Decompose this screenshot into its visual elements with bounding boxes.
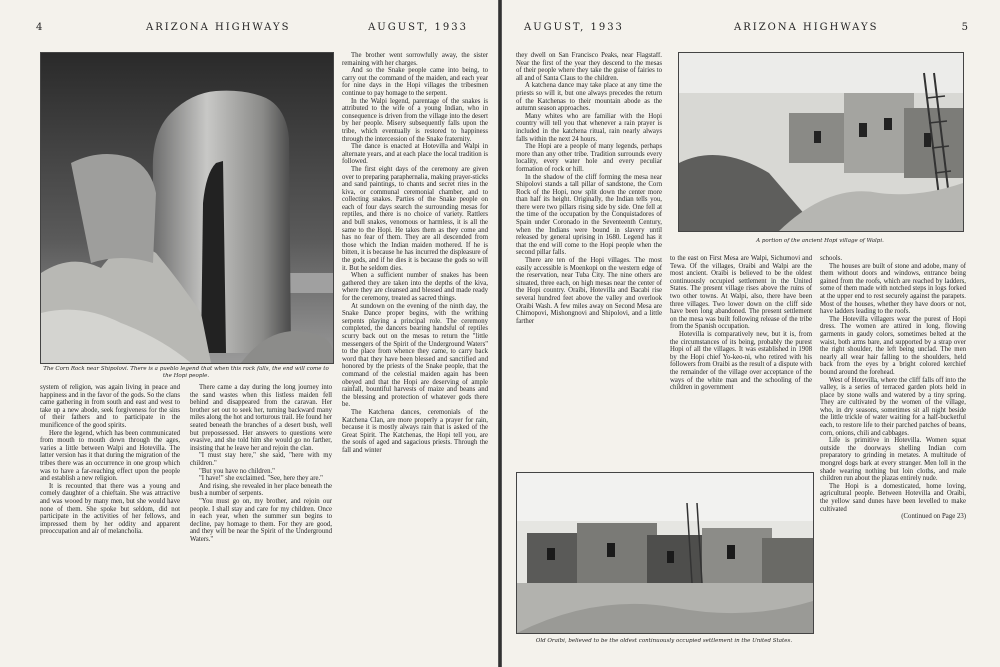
paragraph: The brother went sorrowfully away, the sister remaining with her charges. — [342, 52, 488, 67]
paragraph: The Katchena dances, ceremonials of the Katchena Clan, are more properly a prayer for rain, because it is mostly always rain that is asked of the Great Spirit. The Katchenas, the Hopi tell you, are the souls of aged and sagacious priests. Through the fall and winter — [342, 408, 488, 454]
paragraph: At sundown on the evening of the ninth day, the Snake Dance proper begins, with the writhing serpents playing a principal role. The ceremony completed, the dancers bearing handsful of reptiles scurry back out on the mesas to return the "little messengers of the Spirit of the Underground Waters" to the place from whence they came, to carry back word that they have been blessed and sanctified and honored by the priests of the Snake people, that the command of the celestial maiden again has been obeyed and that the Hopi are deserving of ample rainfall, bountiful harvests of maize and beans and the blessing and protection of whatever gods there be. — [342, 302, 488, 409]
left-column-3 — [342, 52, 488, 660]
paragraph: And so the Snake people came into being, to carry out the command of the maiden, and each year for nine days in the Hopi villages the tribesmen continue to pay homage to the serpent. — [342, 67, 488, 97]
paragraph: When a sufficient number of snakes has been gathered they are taken into the depths of the kiva, where they are cleansed and blessed and made ready for the ceremony, treated as sacred things. — [342, 272, 488, 302]
village-photo-icon — [679, 53, 963, 231]
right-page — [502, 0, 1000, 667]
paragraph: schools. — [820, 255, 843, 262]
corn-rock-photo — [40, 52, 334, 364]
walpi-caption: A portion of the ancient Hopi village of Walpi. — [756, 238, 884, 244]
paragraph: "But you have no children." — [199, 467, 275, 475]
paragraph: There are ten of the Hopi villages. The most easily accessible is Moenkopi on the western edge of the reservation, near Tuba City. The nine others are situated, three each, on high mesas near the center of the Hopi country. Oraibi, Hotevilla and Bacabi rise several hundred feet above the valley and overlook Oraibi Wash. A few miles away on Second Mesa are Chimopovi, Mishongnovi and Shipolovi, and a little farther — [516, 257, 662, 325]
masthead: ARIZONA HIGHWAYS — [146, 22, 291, 33]
paragraph: Life is primitive in Hotevilla. Women squat outside the doorways shelling Indian corn preparatory to grinding in metates. A multitude of mongrel dogs bark at every stranger. Men loll in the shade wearing nothing but loin cloths, and male children run about the plazas entirely nude. — [820, 437, 966, 483]
oraibi-photo — [516, 472, 814, 634]
issue-date: AUGUST, 1933 — [368, 22, 468, 33]
paragraph: The dance is enacted at Hotevilla and Walpi in alternate years, and at each place the local tradition is followed. — [342, 143, 488, 166]
continued-note: (Continued on Page 23) — [901, 513, 966, 521]
paragraph: West of Hotevilla, where the cliff falls off into the valley, is a series of terraced garden plots held in place by stone walls and watered by a tiny spring. They are cultivated by the women of the village, who, in dry seasons, sometimes sit all night beside the little trickle of water waiting for a half-bucketful each, to restore life to their parched patches of beans, corn, onions, chili and cabbages. — [820, 376, 966, 437]
masthead: ARIZONA HIGHWAYS — [734, 22, 879, 33]
paragraph: And rising, she revealed in her place beneath the bush a number of serpents. — [190, 482, 332, 498]
right-column-1 — [516, 52, 662, 474]
paragraph: they dwell on San Francisco Peaks, near Flagstaff. Near the first of the year they descend to the mesas of their people where they take the guise of fairies to all and of Santa Claus to the children. — [516, 52, 662, 82]
right-header — [524, 22, 970, 38]
oraibi-caption: Old Oraibi, believed to be the oldest continuously occupied settlement in the United States. — [535, 638, 793, 644]
paragraph: The Hopi is a domesticated, home loving, agricultural people. Between Hotevilla and Oraibi, the yellow sand dunes have been levelled to make cultivated — [820, 482, 966, 513]
right-column-2 — [670, 255, 812, 474]
paragraph: system of religion, was again living in peace and happiness and in the favor of the gods. So the clans came gathering in from south and east and west to take up a new abode, seek forgiveness for the sins of their fathers and to participate in the munificence of the good spirits. — [40, 384, 180, 429]
paragraph: to the east on First Mesa are Walpi, Sichumovi and Tewa. Of the villages, Oraibi and Walpi are the most ancient. Oraibi is believed to be the oldest continuously occupied settlement in the United States. The present village rises above the ruins of two other towns. At Walpi, also, there have been three villages. Two lower down on the cliff side have been long abandoned. The present settlement on the mesa was built following release of the tribe from the Spanish occupation. — [670, 255, 812, 331]
paragraph: "I have!" she exclaimed. "See, here they are." — [199, 475, 323, 483]
paragraph: "You must go on, my brother, and rejoin our people. I shall stay and care for my children. Once in each year, when the summer sun begins to decline, pay homage to them. For they are good, and they will be near the Spirit of the Underground Waters." — [190, 497, 332, 543]
paragraph: Here the legend, which has been communicated from mouth to mouth down through the ages, varies a little between Walpi and Hotevilla. The latter version has it that during the migration of the tribes there was an occurrence in one group which was to have a far-reaching effect upon the people and establish a new religion. — [40, 429, 180, 483]
page-number: 4 — [36, 22, 45, 33]
page-number: 5 — [961, 22, 970, 33]
left-column-1 — [40, 384, 180, 660]
paragraph: Many whites who are familiar with the Hopi country will tell you that whenever a rain prayer is included in the katchena ritual, rain nearly always falls within the next 24 hours. — [516, 112, 662, 143]
paragraph: The Hotevilla villagers wear the purest of Hopi dress. The women are attired in long, flowing garments in gaudy colors, sometimes belted at the waist, both arms bare, and supported by a strap over the right shoulder, the left being unclad. The men nearly all wear hair falling to the shoulders, held back from the eyes by a bright colored kerchief bound around the forehead. — [820, 315, 966, 376]
paragraph: The Hopi are a people of many legends, perhaps more than any other tribe. Tradition surrounds every locality, every water hole and every peculiar formation of rock or hill. — [516, 143, 662, 173]
pueblo-photo-icon — [517, 473, 813, 633]
left-column-2 — [190, 384, 332, 660]
paragraph: A katchena dance may take place at any time the priests so will it, but one always precedes the return of the Katchenas to their mountain abode as the autumn season approaches. — [516, 82, 662, 113]
left-header — [36, 22, 468, 38]
paragraph: In the shadow of the cliff forming the mesa near Shipolovi stands a tall pillar of sandstone, the Corn Rock of the Hopi, now split down the center more than half its height. Originally, the Indian tells you, there were two pillars rising side by side. One fell at the time of the occupation by the Conquistadores of Spain under Coronado in the Seventeenth Century, when the Indians were bound in slavery until released by general uprising in 1680. Legend has it that the end will come to the Hopi people when the second pillar falls. — [516, 173, 662, 257]
paragraph: "I must stay here," she said, "here with my children." — [190, 452, 332, 467]
right-column-3 — [820, 255, 966, 660]
left-page — [0, 0, 498, 667]
issue-date: AUGUST, 1933 — [524, 22, 624, 33]
paragraph: In the Walpi legend, parentage of the snakes is attributed to the wife of a young Indian, who in consequence is driven from the village into the desert by her people. Misery subsequently falls upon the tribe, which eventually is restored to happiness through the intercession of the Snake fraternity. — [342, 97, 488, 143]
paragraph: Hotevilla is comparatively new, but it is, from the circumstances of its being, probably the purest Hopi of all the villages. It was established in 1908 by the Hopi chief Yo-keo-ni, who retired with his followers from Oraibi as the result of a dispute with the remainder of the village over acceptance of the ways of the white man and the schooling of the children in government — [670, 330, 812, 392]
paragraph: The houses are built of stone and adobe, many of them without doors and windows, entrance being gained from the roofs, which are reached by ladders, some of them made with notched steps in logs forked at the upper end to rest securely against the parapets. Most of the houses, whether they have doors or not, have ladders leading to the roofs. — [820, 262, 966, 316]
rock-formation-photo-icon — [41, 53, 333, 363]
paragraph: There came a day during the long journey into the sand wastes when this listless maiden fell behind and disappeared from the caravan. Her brother set out to seek her, turning backward many miles along the hot and torturous trail. He found her seated beneath the branches of a desert bush, well but prepossessed. Her answers to questions were evasive, and she told him she would go no farther, insisting that he leave her and rejoin the clan. — [190, 384, 332, 452]
paragraph: It is recounted that there was a young and comely daughter of a chieftain. She was attractive and was wooed by many men, but she would have none of them. She spoke but seldom, did not participate in the activities of her fellows, and impressed them by her oddity and apparent preoccupation and air of melancholia. — [40, 482, 180, 536]
walpi-photo — [678, 52, 964, 232]
paragraph: The first eight days of the ceremony are given over to preparing paraphernalia, making prayer-sticks and sand paintings, to chants and secret rites in the kiva, or communal ceremonial chamber, and to collecting snakes. Parties of the Snake people on each of four days search the surrounding mesas for reptiles, and there is no choice of variety. Rattlers and bull snakes, venomous or harmless, it is all the same to the Hopi. He takes them as they come and has no fear of them. They are all descended from those which the Indian maiden mothered. If he is bitten, it is because he has incurred the displeasure of the gods, and if he dies it is because the gods so will it. But he seldom dies. — [342, 165, 488, 272]
corn-rock-caption: The Corn Rock near Shipolovi. There is a pueblo legend that when this rock falls, the end will come to the Hopi people. — [43, 366, 329, 379]
